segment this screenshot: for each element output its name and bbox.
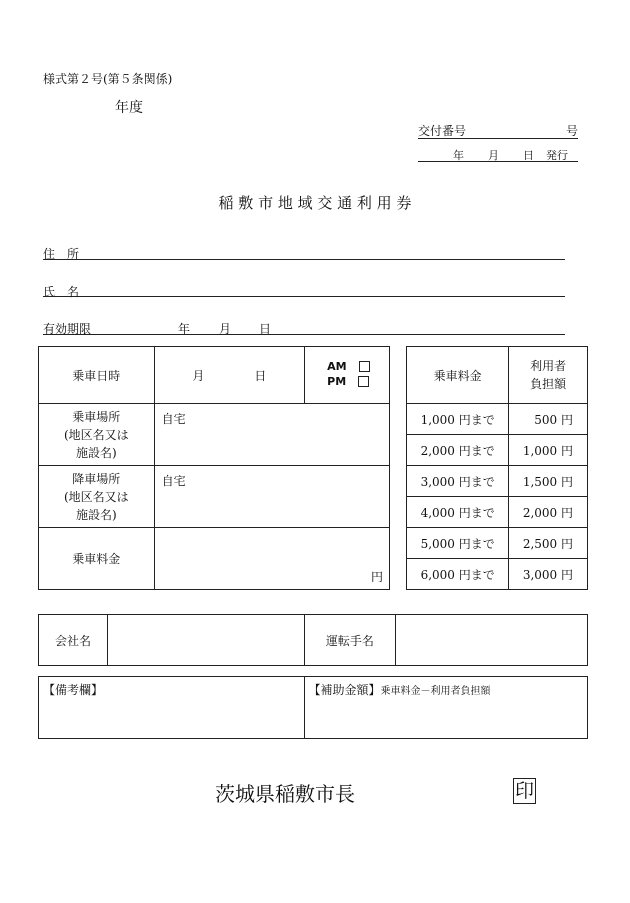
issue-date-year: 年 <box>453 149 464 162</box>
fare-row-fare: 5,000 円まで <box>407 528 509 559</box>
fare-row-fare: 2,000 円まで <box>407 435 509 466</box>
issue-number-underline <box>418 138 578 139</box>
pickup-value: 自宅 <box>154 404 389 466</box>
issue-date-suffix: 発行 <box>546 149 568 162</box>
driver-field[interactable] <box>396 615 588 666</box>
fare-table <box>406 346 588 590</box>
fare-row-fare: 1,000 円まで <box>407 404 509 435</box>
seal-mark: 印 <box>515 780 535 802</box>
expiry-label: 有効期限 <box>43 322 92 336</box>
page-title: 稲 敷 市 地 域 交 通 利 用 券 <box>218 194 412 212</box>
fare-table-header-burden-line2: 負担額 <box>530 377 567 391</box>
remarks-table <box>38 676 588 739</box>
ride-table <box>38 346 390 590</box>
fiscal-year: 年度 <box>115 100 143 116</box>
pm-checkbox[interactable] <box>358 376 369 387</box>
dropoff-value: 自宅 <box>154 466 389 528</box>
ampm-cell <box>305 347 390 404</box>
fare-row-burden: 500 円 <box>509 404 588 435</box>
company-table <box>38 614 588 666</box>
pickup-label <box>39 404 155 466</box>
fare-row-burden: 2,500 円 <box>509 528 588 559</box>
expiry-day: 日 <box>259 322 272 336</box>
am-label: AM <box>327 360 347 373</box>
fare-row-fare: 6,000 円まで <box>407 559 509 590</box>
dropoff-label <box>39 466 155 528</box>
name-line <box>43 296 565 297</box>
am-checkbox[interactable] <box>359 361 370 372</box>
ride-day-label: 日 <box>254 368 267 383</box>
fare-table-header-fare: 乗車料金 <box>407 347 509 404</box>
issue-number-suffix: 号 <box>566 124 579 138</box>
fare-table-header-burden-line1: 利用者 <box>530 359 567 373</box>
dropoff-label-line3: 施設名) <box>75 507 117 522</box>
subsidy-formula: 乗車料金－利用者負担額 <box>380 686 491 697</box>
company-label: 会社名 <box>39 615 108 666</box>
dropoff-label-line1: 降車場所 <box>72 471 121 486</box>
fare-row-fare: 3,000 円まで <box>407 466 509 497</box>
remarks-label: 【備考欄】 <box>43 683 104 697</box>
dropoff-label-line2: (地区名又は <box>63 489 129 504</box>
fare-table-header-burden <box>509 347 588 404</box>
subsidy-label: 【補助金額】 <box>308 683 381 697</box>
company-field[interactable] <box>107 615 304 666</box>
fare-unit: 円 <box>370 570 383 584</box>
fare-row-burden: 1,500 円 <box>509 466 588 497</box>
fare-row-burden: 1,000 円 <box>509 435 588 466</box>
ride-month-label: 月 <box>192 368 205 383</box>
expiry-month: 月 <box>219 322 232 336</box>
address-label: 住 所 <box>43 247 80 261</box>
issue-number-label: 交付番号 <box>418 124 467 138</box>
pickup-label-line3: 施設名) <box>75 445 117 460</box>
pm-label: PM <box>327 375 347 388</box>
pickup-label-line1: 乗車場所 <box>72 409 121 424</box>
issue-date-month: 月 <box>488 149 499 162</box>
fare-label: 乗車料金 <box>39 528 155 590</box>
expiry-year: 年 <box>178 322 191 336</box>
subsidy-cell <box>304 677 587 739</box>
fare-value <box>154 528 389 590</box>
driver-label: 運転手名 <box>304 615 396 666</box>
ride-date-cell <box>154 347 305 404</box>
issuer-name: 茨城県稲敷市長 <box>215 782 355 806</box>
form-number: 様式第２号(第５条関係) <box>43 72 173 86</box>
issue-date-day: 日 <box>523 149 534 162</box>
remarks-cell[interactable] <box>39 677 305 739</box>
expiry-line <box>43 334 565 335</box>
fare-row-fare: 4,000 円まで <box>407 497 509 528</box>
issue-date-underline <box>418 161 578 162</box>
ride-datetime-label: 乗車日時 <box>39 347 155 404</box>
address-line <box>43 259 565 260</box>
name-label: 氏 名 <box>43 285 80 299</box>
fare-row-burden: 2,000 円 <box>509 497 588 528</box>
fare-row-burden: 3,000 円 <box>509 559 588 590</box>
pickup-label-line2: (地区名又は <box>63 427 129 442</box>
